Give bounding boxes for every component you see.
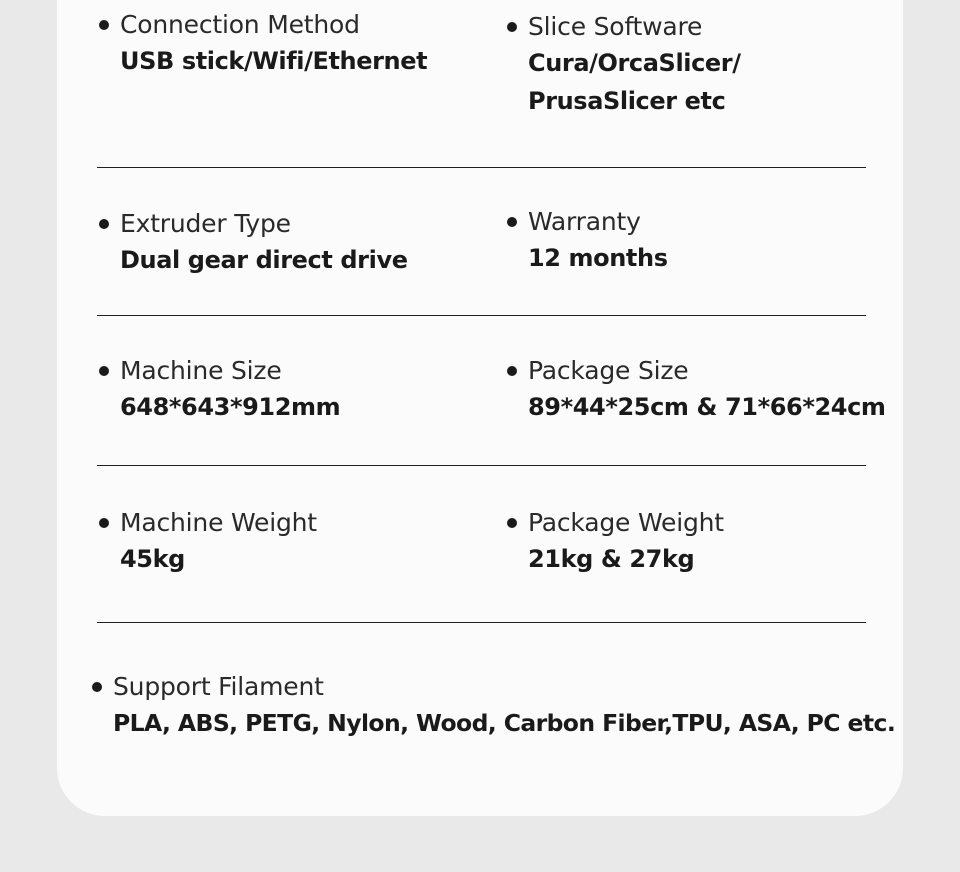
divider (97, 315, 866, 316)
spec-label: Support Filament (113, 672, 324, 701)
spec-value: Cura/OrcaSlicer/ PrusaSlicer etc (528, 49, 741, 115)
spec-label: Machine Weight (120, 508, 317, 537)
spec-value: Dual gear direct drive (120, 246, 408, 274)
bullet-icon (507, 22, 517, 32)
spec-extruder-type (98, 207, 408, 279)
bullet-icon (507, 366, 517, 376)
bullet-icon (99, 518, 109, 528)
spec-support-filament (91, 670, 895, 742)
spec-value: 89*44*25cm & 71*66*24cm (528, 393, 886, 421)
spec-machine-size (98, 354, 340, 426)
bullet-icon (507, 518, 517, 528)
bullet-icon (507, 217, 517, 227)
spec-package-size (506, 354, 886, 426)
divider (97, 465, 866, 466)
spec-connection-method (98, 8, 427, 80)
divider (97, 622, 866, 623)
spec-machine-weight (98, 506, 317, 578)
spec-label: Machine Size (120, 356, 282, 385)
spec-value: 45kg (120, 545, 185, 573)
spec-value: 21kg & 27kg (528, 545, 695, 573)
spec-value: USB stick/Wifi/Ethernet (120, 47, 428, 75)
spec-label: Package Size (528, 356, 689, 385)
bullet-icon (99, 219, 109, 229)
spec-package-weight (506, 506, 724, 578)
spec-label: Package Weight (528, 508, 724, 537)
spec-label: Connection Method (120, 10, 360, 39)
spec-warranty (506, 205, 668, 277)
spec-value: PLA, ABS, PETG, Nylon, Wood, Carbon Fiber,TPU, ASA, PC etc. (113, 709, 896, 737)
bullet-icon (92, 682, 102, 692)
spec-slice-software (506, 10, 741, 120)
bullet-icon (99, 366, 109, 376)
spec-value: 12 months (528, 244, 668, 272)
spec-label: Extruder Type (120, 209, 291, 238)
spec-label: Warranty (528, 207, 641, 236)
bullet-icon (99, 20, 109, 30)
spec-value: 648*643*912mm (120, 393, 341, 421)
spec-label: Slice Software (528, 12, 703, 41)
divider (97, 167, 866, 168)
